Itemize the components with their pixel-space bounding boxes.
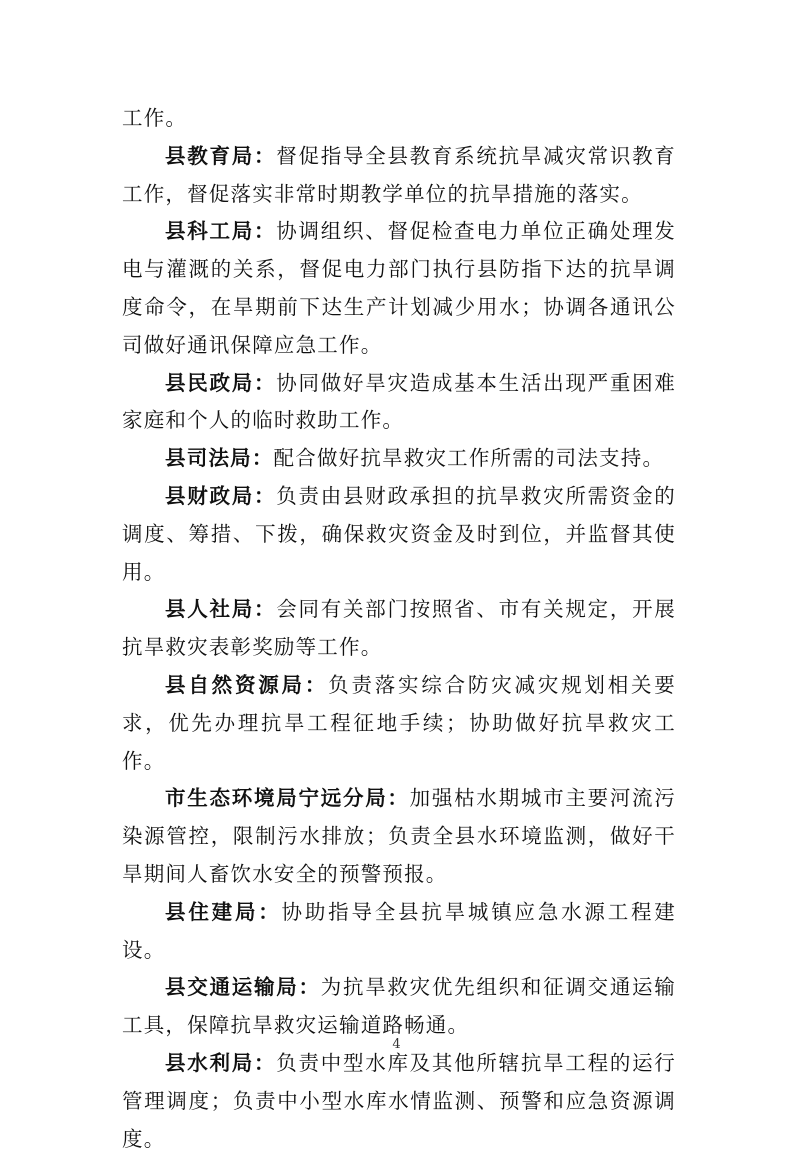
dept-name: 市生态环境局宁远分局： <box>165 786 410 811</box>
dept-name: 县人社局： <box>165 597 277 622</box>
dept-duty: 协调组织、督促检查电力单位正确处理发电与灌溉的关系，督促电力部门执行县防指下达的抗旱调度命令，在旱期前下达生产计划减少用水；协调各通讯公司做好通讯保障应急工作。 <box>122 219 677 357</box>
dept-name: 县自然资源局： <box>165 672 329 697</box>
dept-duty: 协同做好旱灾造成基本生活出现严重困难家庭和个人的临时救助工作。 <box>122 370 677 433</box>
dept-duty: 督促指导全县教育系统抗旱减灾常识教育工作，督促落实非常时期教学单位的抗旱措施的落实。 <box>122 143 677 206</box>
dept-name: 县交通运输局： <box>165 975 321 1000</box>
dept-duty: 为抗旱救灾优先组织和征调交通运输工具，保障抗旱救灾运输道路畅通。 <box>122 975 676 1038</box>
paragraph-natural-resources <box>122 667 676 780</box>
dept-duty: 会同有关部门按照省、市有关规定，开展抗旱救灾表彰奖励等工作。 <box>122 597 677 660</box>
paragraph-science-industry <box>122 213 676 364</box>
dept-name: 县教育局： <box>165 143 277 168</box>
document-body <box>122 100 676 1158</box>
dept-duty: 加强枯水期城市主要河流污染源管控，限制污水排放；负责全县水环境监测，做好干旱期间人畜饮水安全的预警预报。 <box>122 786 676 886</box>
dept-duty: 负责落实综合防灾减灾规划相关要求，优先办理抗旱工程征地手续；协助做好抗旱救灾工作。 <box>122 672 677 773</box>
paragraph-water-resources <box>122 1045 676 1158</box>
dept-name: 县财政局： <box>165 483 277 508</box>
dept-duty: 负责中型水库及其他所辖抗旱工程的运行管理调度；负责中小型水库水情监测、预警和应急资源调度。 <box>122 1050 677 1151</box>
continuation-line: 工作。 <box>122 106 188 130</box>
dept-duty: 负责由县财政承担的抗旱救灾所需资金的调度、筹措、下拨，确保救灾资金及时到位，并监督其使用。 <box>122 483 677 584</box>
dept-name: 县住建局： <box>165 899 282 924</box>
paragraph-ecology-environment <box>122 780 676 893</box>
paragraph-justice <box>122 440 676 478</box>
dept-name: 县水利局： <box>165 1050 277 1075</box>
paragraph-finance <box>122 478 676 591</box>
dept-name: 县民政局： <box>165 370 277 395</box>
page-number: 4 <box>392 1037 401 1052</box>
paragraph-education <box>122 138 676 214</box>
paragraph-civil-affairs <box>122 365 676 441</box>
dept-duty: 协助指导全县抗旱城镇应急水源工程建设。 <box>122 899 677 962</box>
paragraph-human-resources <box>122 591 676 667</box>
paragraph-transport <box>122 969 676 1045</box>
dept-duty: 配合做好抗旱救灾工作所需的司法支持。 <box>273 446 665 471</box>
paragraph-housing-construction <box>122 894 676 970</box>
dept-name: 县司法局： <box>165 446 274 471</box>
dept-name: 县科工局： <box>165 219 277 244</box>
